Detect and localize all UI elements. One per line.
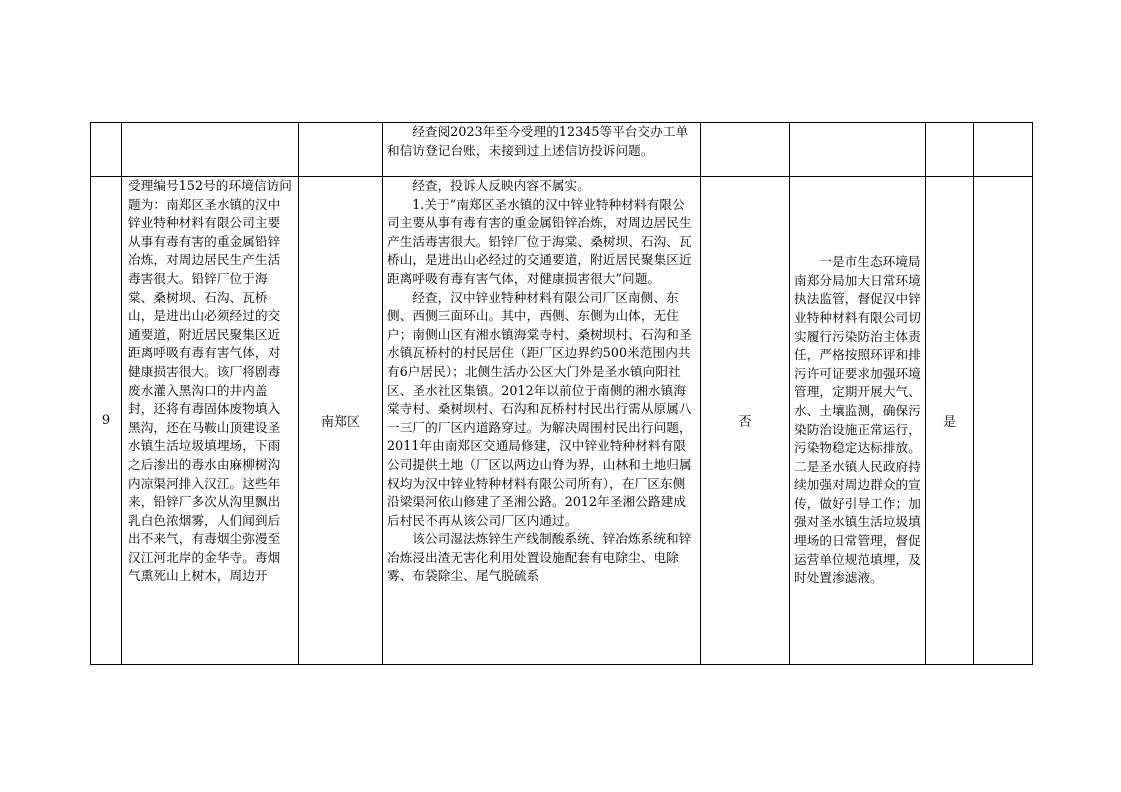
- result-paragraph: 经查，投诉人反映内容不属实。: [412, 178, 590, 193]
- cell-rectified: 是: [926, 177, 974, 665]
- cell-index-prev: [91, 123, 122, 177]
- cell-complaint: [122, 177, 299, 665]
- cell-complaint-prev: [122, 123, 299, 177]
- result-text-prev: 经查阅2023年至今受理的12345等平台交办工单和信访登记台账，未接到过上述信访投诉问题。: [387, 124, 689, 158]
- table-row-9: [91, 177, 1033, 665]
- result-paragraph: 经查，汉中锌业特种材料有限公司厂区南侧、东侧、西侧三面环山。其中，西侧、东侧为山体，无住户；南侧山区有湘水镇海棠寺村、桑树坝村、石沟和圣水镇瓦桥村的村民居住（距厂区边界约500米范围内共有6户居民）；北侧生活办公区大门外是圣水镇向阳社区、圣水社区集镇。2012年以前位于南侧的湘水镇海棠寺村、桑树坝村、石沟和瓦桥村村民出行需从原属八一三厂的厂区内道路穿过。为解决周围村民出行问题，2011年由南郑区交通局修建，汉中锌业特种材料有限公司提供土地（厂区以两边山脊为界，山林和土地归属权均为汉中锌业特种材料有限公司所有），在厂区东侧沿梁渠河依山修建了圣湘公路。2012年圣湘公路建成后村民不再从该公司厂区内通过。: [387, 289, 692, 528]
- cell-verdict: 否: [701, 177, 790, 665]
- measures-paragraph: 二是圣水镇人民政府持续加强对周边群众的宣传，做好引导工作；加强对圣水镇生活垃圾填埋场的日常管理，督促运营单位规范填埋，及时处置渗滤液。: [794, 458, 921, 586]
- complaint-text: 受理编号152号的环境信访问题为：南郑区圣水镇的汉中锌业特种材料有限公司主要从事有毒有害的重金属铅锌冶炼，对周边居民生产生活毒害很大。铅锌厂位于海棠、桑树坝、石沟、瓦桥山，是进出山必须经过的交通要道，附近居民聚集区近距离呼吸有毒有害气体，对健康损害很大。该厂将剧毒废水灌入黑沟口的井内盖封，还将有毒固体废物填入黑沟，还在马鞍山顶建设圣水镇生活垃圾填埋场，下雨之后渗出的毒水由麻柳树沟内凉渠河排入汉江。这些年来，铅锌厂多次从沟里飘出乳白色浓烟雾，人们闻到后出不来气，有毒烟尘弥漫至汉江河北岸的金华寺。毒烟气熏死山上树木，周边开: [128, 178, 292, 584]
- cell-measures-prev: [790, 123, 926, 177]
- measures-paragraph: 一是市生态环境局南郑分局加大日常环境执法监管，督促汉中锌业特种材料有限公司切实履行污染防治主体责任，严格按照环评和排污许可证要求加强环境管理，定期开展大气、水、土壤监测，确保污染防治设施正常运行，污染物稳定达标排放。: [794, 254, 921, 456]
- cell-rectified-prev: [926, 123, 974, 177]
- report-table: [90, 122, 1033, 665]
- cell-index: 9: [91, 177, 122, 665]
- result-paragraph: 1.关于“南郑区圣水镇的汉中锌业特种材料有限公司主要从事有毒有害的重金属铅锌冶炼，对周边居民生产生活毒害很大。铅锌厂位于海棠、桑树坝、石沟、瓦桥山，是进出山必经过的交通要道，附近居民聚集区近距离呼吸有毒有害气体，对健康损害很大”问题。: [387, 196, 692, 286]
- cell-district-prev: [299, 123, 383, 177]
- table-row-previous: [91, 123, 1033, 177]
- cell-result-prev: [383, 123, 701, 177]
- result-paragraph: 该公司湿法炼锌生产线制酸系统、锌冶炼系统和锌冶炼浸出渣无害化利用处置设施配套有电除尘、电除雾、布袋除尘、尾气脱硫系: [387, 531, 692, 584]
- cell-measures: [790, 177, 926, 665]
- cell-district: 南郑区: [299, 177, 383, 665]
- cell-result: [383, 177, 701, 665]
- cell-extra: [974, 177, 1033, 665]
- cell-extra-prev: [974, 123, 1033, 177]
- cell-verdict-prev: [701, 123, 790, 177]
